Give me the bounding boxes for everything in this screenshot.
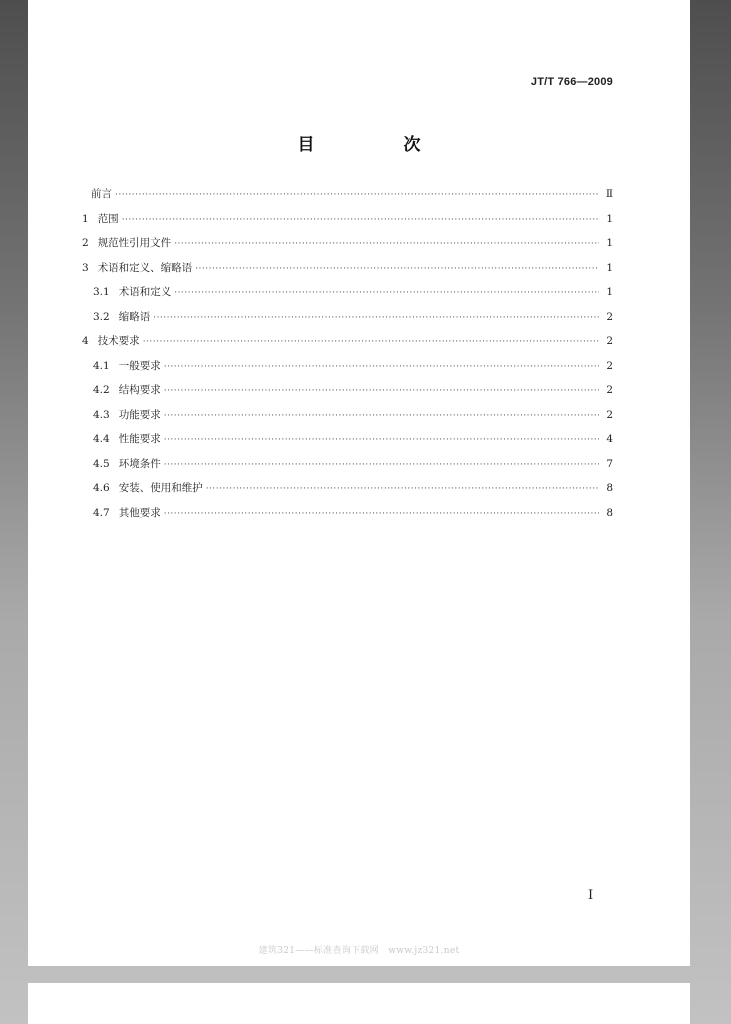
toc-entry-page: Ⅱ [605,188,613,200]
toc-leader-dots [143,337,599,347]
toc-entry[interactable] [82,309,613,334]
toc-entry[interactable] [82,407,613,432]
toc-entry[interactable] [82,358,613,383]
toc-entry-page: 2 [606,384,613,396]
toc-entry-number: 1 [82,212,89,225]
toc-entry-page: 1 [606,286,613,298]
toc-entry[interactable] [82,211,613,236]
toc-entry-label: 一般要求 [118,359,161,372]
toc-entry-label: 范围 [97,212,119,225]
toc-entry[interactable] [82,235,613,260]
toc-entry-page: 8 [606,482,613,494]
toc-entry-label: 其他要求 [118,506,161,519]
toc-entry-label: 前言 [91,188,112,200]
toc-leader-dots [164,386,599,396]
toc-entry-number: 3.2 [93,310,110,323]
toc-entry-page: 2 [606,310,613,323]
toc-title: 目 次 [297,135,457,155]
toc-entry-label: 缩略语 [118,310,151,323]
toc-leader-dots [115,190,599,200]
table-of-contents [82,186,613,529]
toc-entry-page: 1 [606,237,613,249]
toc-entry[interactable] [82,480,613,505]
toc-entry-number: 3.1 [93,286,110,298]
toc-entry[interactable] [82,284,613,309]
toc-entry-page: 8 [606,506,613,519]
toc-leader-dots [164,411,599,421]
page-number: I [588,888,594,903]
toc-entry-page: 2 [606,359,613,372]
toc-leader-dots [174,288,599,298]
watermark-text: 建筑321——标准查询下载网 www.jz321.net [258,946,460,956]
toc-entry[interactable] [82,382,613,407]
toc-entry-number: 4.1 [93,359,110,372]
toc-entry-label: 术语和定义、缩略语 [97,261,193,274]
toc-entry-page: 2 [606,335,613,347]
toc-entry[interactable] [82,431,613,456]
toc-entry-number: 2 [82,237,89,249]
toc-entry-number: 4.7 [93,506,110,519]
toc-leader-dots [195,264,599,274]
toc-entry-label: 环境条件 [118,457,161,470]
toc-entry-label: 技术要求 [97,335,140,347]
toc-entry-page: 1 [606,261,613,274]
toc-leader-dots [122,215,599,225]
toc-entry-label: 结构要求 [118,384,161,396]
toc-entry-number: 3 [82,261,89,274]
toc-entry-page: 1 [606,212,613,225]
toc-entry-page: 4 [606,433,613,445]
toc-entry-page: 7 [606,457,613,470]
toc-leader-dots [164,460,599,470]
toc-entry-label: 安装、使用和维护 [118,482,203,494]
toc-entry-number: 4.4 [93,433,110,445]
toc-leader-dots [164,435,599,445]
toc-entry-label: 性能要求 [118,433,161,445]
toc-entry-label: 术语和定义 [118,286,172,298]
toc-entry[interactable] [82,505,613,530]
toc-leader-dots [174,239,599,249]
document-page [28,0,690,966]
toc-entry-number: 4.2 [93,384,110,396]
toc-leader-dots [164,362,599,372]
toc-entry-label: 功能要求 [118,408,161,421]
toc-entry[interactable] [82,186,613,211]
toc-leader-dots [206,484,599,494]
toc-entry-label: 规范性引用文件 [97,237,172,249]
next-page-edge [28,983,690,1024]
toc-entry-number: 4.6 [93,482,110,494]
toc-leader-dots [164,509,599,519]
toc-entry[interactable] [82,333,613,358]
toc-entry-number: 4.5 [93,457,110,470]
toc-entry[interactable] [82,456,613,481]
toc-entry-page: 2 [606,408,613,421]
toc-entry-number: 4 [82,335,89,347]
toc-entry[interactable] [82,260,613,285]
toc-leader-dots [153,313,599,323]
standard-code: JT/T 766—2009 [530,76,613,88]
toc-entry-number: 4.3 [93,408,110,421]
